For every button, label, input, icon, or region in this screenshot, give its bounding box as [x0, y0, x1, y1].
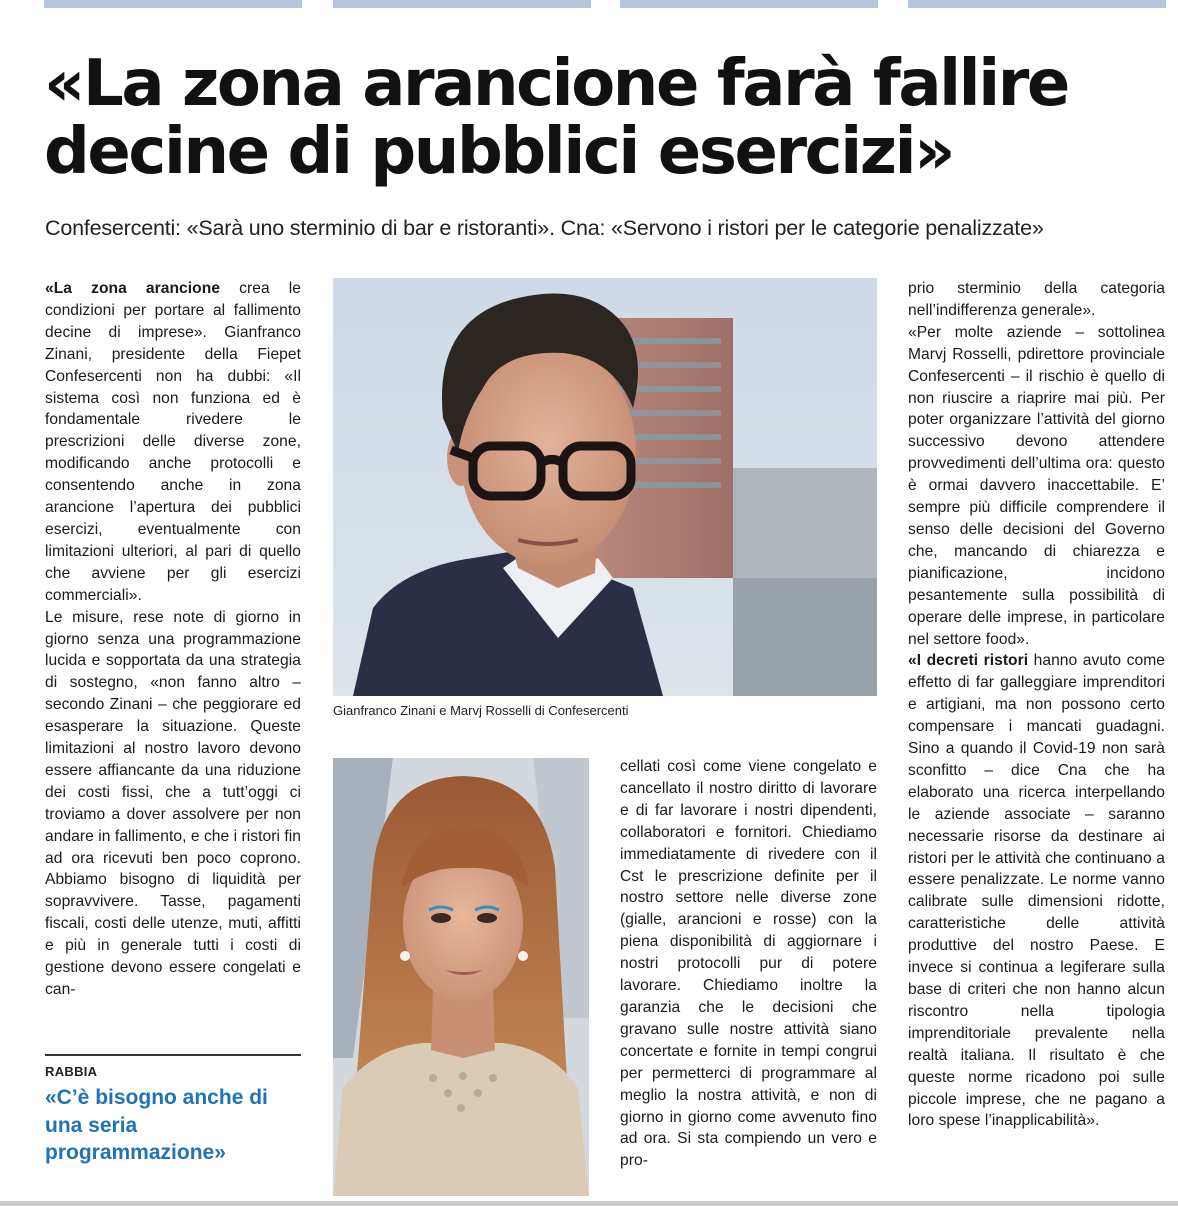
- portrait-woman-illustration: [333, 758, 589, 1196]
- paragraph-text: crea le condizioni per portare al fallimento decine di imprese». Gianfranco Zinani, presidente della Fiepet Confesercenti non ha dubbi: «Il sistema così non funziona ed è fondamentale rivedere le prescrizioni delle diverse zone, modificando anche protocolli e consentendo anche in zona arancione l’apertura dei pubblici esercizi, eventualmente con limitazioni ulteriori, al pari di quello che avviene per gli esercizi commerciali».: [45, 280, 301, 604]
- top-bar-segment-2: [333, 0, 591, 8]
- paragraph: [908, 650, 1165, 1132]
- article-column-4: [908, 278, 1165, 1198]
- top-bar-segment-1: [44, 0, 302, 8]
- article-column-3: [620, 756, 877, 1196]
- paragraph: «Per molte aziende – sottolinea Marvj Rosselli, pdirettore provinciale Confesercenti – il rischio è quello di non riuscire a riaprire mai più. Per poter organizzare l’attività del giorno successivo devono attendere provvedimenti dell’ultima ora: questo è ormai davvero inaccettabile. E’ sempre più difficile comprendere il senso delle decisioni del Governo che, mancando di chiarezza e pianificazione, incidono pesantemente sulla possibilità di operare delle imprese, in particolare nel settore food».: [908, 323, 1165, 648]
- paragraph: cellati così come viene congelato e cancellato il nostro diritto di lavorare e di far lavorare i nostri dipendenti, collaboratori e fornitori. Chiediamo immediatamente di rivedere con il Cst le prescrizione definite per il nostro settore nelle diverse zone (gialle, arancioni e rosse) con la piena disponibilità di aggiornare i nostri protocolli pur di potere lavorare. Chiediamo inoltre la garanzia che le decisioni che gravano sulle nostre attività siano concertate e fornite in tempi congrui per permetterci di programmare al meglio la nostra attività, e non di giorno in giorno come avvenuto fino ad ora. Si sta compiendo un vero e pro-: [620, 758, 877, 1170]
- sidebar-pullquote: «C’è bisogno anche di una seria programmazione»: [45, 1086, 268, 1164]
- top-bar-segment-3: [620, 0, 878, 8]
- bottom-edge-bar: [0, 1201, 1178, 1206]
- article-column-1: [45, 278, 301, 1030]
- portrait-man-illustration: [333, 278, 877, 696]
- photo-marvj-rosselli: [333, 758, 589, 1196]
- lead-in-bold: «I decreti ristori: [908, 652, 1029, 670]
- paragraph: Le misure, rese note di giorno in giorno senza una programmazione lucida e sopportata da una strategia di sostegno, «non fanno altro – secondo Zinani – che peggiorare ed esasperare la situazione. Queste limitazioni al nostro lavoro devono essere affiancante da una riduzione dei costi fissi, che a tutt’oggi ci troviamo a dover assolvere per non andare in fallimento, e che i ristori fin ad ora ricevuti ben poco coprono. Abbiamo bisogno di liquidità per sopravvivere. Tasse, pagamenti fiscali, costi delle utenze, muti, affitti e più in generale tutti i costi di gestione devono essere congelati e can-: [45, 608, 301, 998]
- top-bar-segment-4: [908, 0, 1166, 8]
- lead-in-bold: «La zona arancione: [45, 280, 221, 297]
- paragraph: prio sterminio della categoria nell’indifferenza generale».: [908, 280, 1165, 319]
- article-headline: «La zona arancione farà fallire decine di pubblici esercizi»: [44, 47, 1068, 189]
- photo-gianfranco-zinani: [333, 278, 877, 696]
- sidebar-divider: [45, 1054, 301, 1056]
- article-subheadline: Confesercenti: «Sarà uno sterminio di bar e ristoranti». Cna: «Servono i ristori per le categorie penalizzate»: [45, 216, 1044, 240]
- sidebar-kicker: RABBIA: [45, 1064, 98, 1079]
- photo-caption: Gianfranco Zinani e Marvj Rosselli di Confesercenti: [333, 703, 629, 718]
- paragraph-text: hanno avuto come effetto di far galleggiare imprenditori e artigiani, ma non possono certo compensare i mancati guadagni. Sino a quando il Covid-19 non sarà sconfitto – dice Cna che ha elaborato una ricerca interpellando le aziende associate – saranno necessarie risorse da destinare ai ristori per le attività che continuano a essere penalizzate. Le norme vanno calibrate sulle dimensioni ridotte, caratteristiche delle attività produttive del nostro Paese. E invece si continua a legiferare sulla base di criteri che non hanno alcun riscontro nella tipologia imprenditoriale prevalente nella realtà italiana. Il risultato è che queste norme ricadono poi sulle piccole imprese, che ne pagano a loro spese l’inapplicabilità».: [908, 652, 1165, 1130]
- paragraph: [45, 278, 301, 607]
